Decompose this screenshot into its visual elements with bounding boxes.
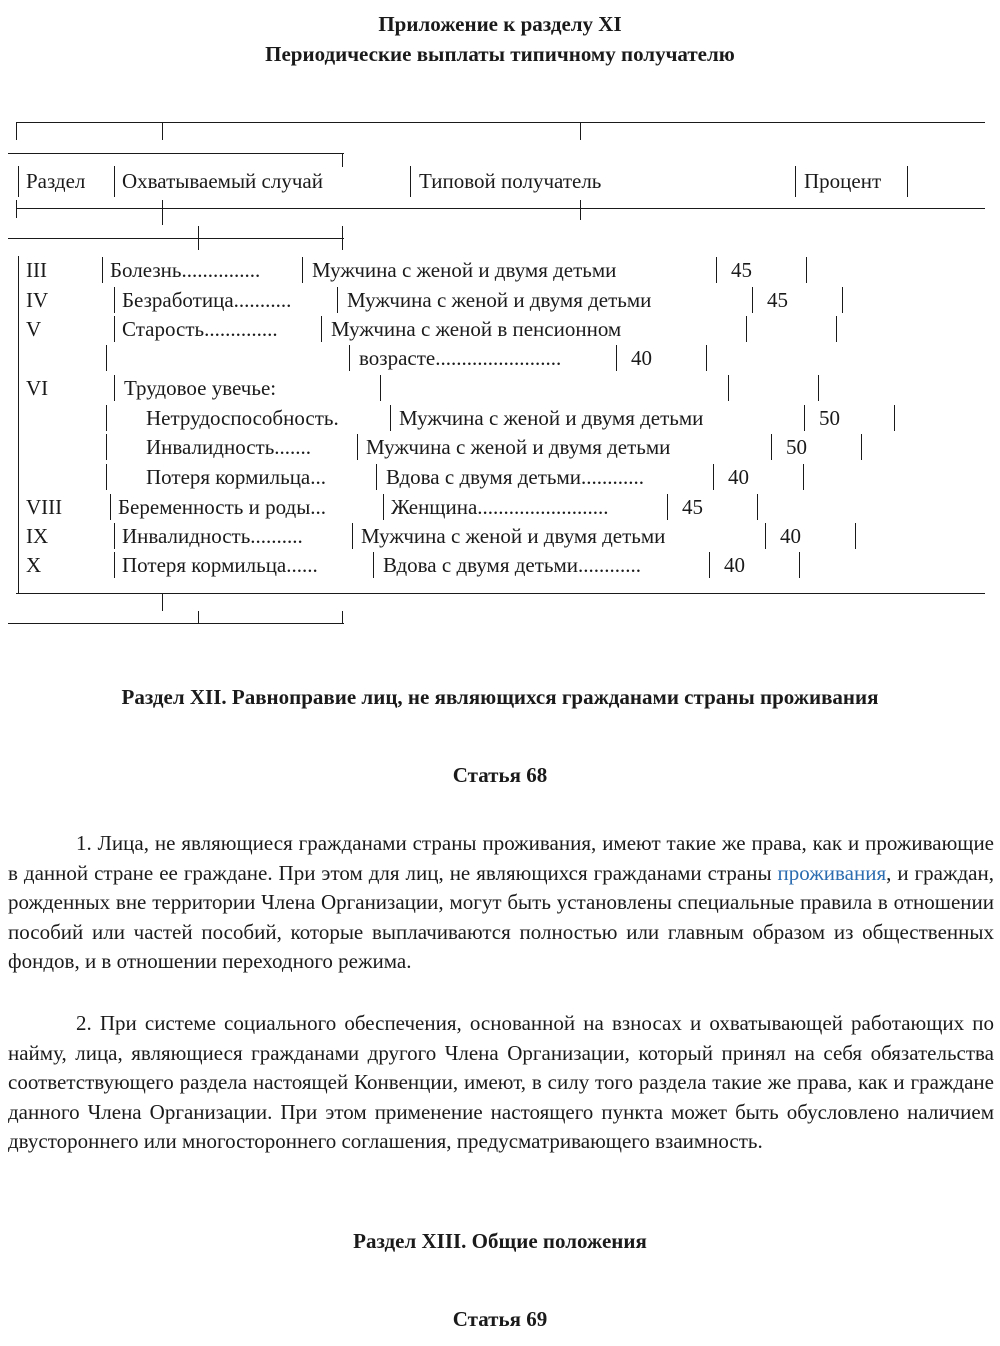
table-border-line xyxy=(114,552,115,578)
table-border-line xyxy=(349,345,350,371)
table-border-line xyxy=(162,200,163,225)
header-percent: Процент xyxy=(804,169,882,193)
table-cell-section: VI xyxy=(26,376,49,400)
table-cell-recipient: Мужчина с женой и двумя детьми xyxy=(312,258,617,282)
section-13-title: Раздел XIII. Общие положения xyxy=(353,1229,647,1253)
table-cell-case: Потеря кормильца... xyxy=(146,465,327,489)
table-border-line xyxy=(8,238,344,239)
table-cell-percent: 45 xyxy=(767,288,788,312)
table-border-line xyxy=(836,316,837,342)
table-border-line xyxy=(321,316,322,342)
table-border-line xyxy=(352,523,353,549)
table-cell-case: Старость.............. xyxy=(122,317,278,341)
table-border-line xyxy=(198,226,199,250)
table-border-line xyxy=(342,153,343,167)
table-border-line xyxy=(114,166,115,197)
table-cell-percent: 40 xyxy=(780,524,801,548)
table-border-line xyxy=(706,345,707,371)
table-cell-section: III xyxy=(26,258,47,282)
table-cell-percent: 50 xyxy=(786,435,807,459)
table-cell-case: Трудовое увечье: xyxy=(124,376,277,400)
table-border-line xyxy=(667,494,668,520)
appendix-title: Приложение к разделу XI xyxy=(378,12,622,36)
table-border-line xyxy=(757,494,758,520)
table-cell-recipient: Мужчина с женой и двумя детьми xyxy=(361,524,666,548)
table-cell-recipient: Женщина......................... xyxy=(391,495,609,519)
article-68-title: Статья 68 xyxy=(452,763,548,787)
table-cell-case: Потеря кормильца...... xyxy=(122,553,318,577)
table-border-line xyxy=(580,200,581,220)
table-cell-case: Беременность и роды... xyxy=(118,495,327,519)
table-border-line xyxy=(818,375,819,401)
table-cell-section: V xyxy=(26,317,42,341)
header-section: Раздел xyxy=(26,169,86,193)
table-border-line xyxy=(8,153,344,154)
table-cell-percent: 40 xyxy=(631,346,652,370)
table-border-line xyxy=(8,623,344,624)
table-cell-percent: 50 xyxy=(819,406,840,430)
table-border-line xyxy=(198,611,199,624)
table-border-line xyxy=(765,523,766,549)
table-border-line xyxy=(390,405,391,431)
table-border-line xyxy=(110,494,111,520)
table-cell-recipient: Мужчина с женой в пенсионном xyxy=(331,317,622,341)
table-cell-section: IV xyxy=(26,288,49,312)
table-border-line xyxy=(114,523,115,549)
table-border-line xyxy=(102,257,103,283)
table-border-line xyxy=(373,552,374,578)
header-recipient: Типовой получатель xyxy=(419,169,602,193)
table-border-line xyxy=(616,345,617,371)
paragraph-text: 1. Лица, не являющиеся гражданами страны проживания, имеют такие же права, как и проживающие в данной стране ее граждане. При этом для лиц, не являющихся гражданами страны xyxy=(8,831,994,885)
table-border-line xyxy=(713,464,714,490)
table-cell-case: Нетрудоспособность. xyxy=(146,406,339,430)
table-border-line xyxy=(716,257,717,283)
table-cell-recipient: Вдова с двумя детьми............ xyxy=(386,465,645,489)
table-border-line xyxy=(106,434,107,460)
table-border-line xyxy=(855,523,856,549)
table-border-line xyxy=(114,287,115,313)
table-border-line xyxy=(342,226,343,250)
table-cell-percent: 40 xyxy=(724,553,745,577)
table-cell-recipient-cont: возрасте........................ xyxy=(359,346,562,370)
table-border-line xyxy=(709,552,710,578)
table-border-line xyxy=(380,375,381,401)
paragraph-text: , и граждан, рожденных вне территории Члена Организации, могут быть установлены специальные правила в отношении пособий или частей пособий, которые выплачиваются полностью или главным образом из общественных фондов, и в отношении переходного режима. xyxy=(8,860,994,974)
table-border-line xyxy=(376,464,377,490)
table-cell-percent: 45 xyxy=(682,495,703,519)
table-border-line xyxy=(907,166,908,197)
table-border-line xyxy=(728,375,729,401)
table-border-line xyxy=(357,434,358,460)
table-cell-case: Инвалидность.......... xyxy=(122,524,303,548)
table-border-line xyxy=(106,345,107,371)
article-68-paragraph-2: 2. При системе социального обеспечения, основанной на взносах и охватывающей работающих по найму, лица, являющиеся гражданами другого Члена Организации, который принял на себя обязательства соответствующего раздела настоящей Конвенции, имеют, в силу того раздела такие же права, как и граждане данного Члена Организации. При этом применение настоящего пункта может быть обусловлено наличием двустороннего или многостороннего соглашения, предусматривающего взаимность. xyxy=(8,1011,994,1154)
table-border-line xyxy=(806,257,807,283)
appendix-subtitle: Периодические выплаты типичному получателю xyxy=(265,42,735,66)
table-cell-section: IX xyxy=(26,524,49,548)
table-border-line xyxy=(804,405,805,431)
table-cell-percent: 40 xyxy=(728,465,749,489)
table-border-line xyxy=(771,434,772,460)
table-border-line xyxy=(803,464,804,490)
table-border-line xyxy=(799,552,800,578)
table-border-line xyxy=(114,316,115,342)
table-border-line xyxy=(16,122,17,140)
table-border-line xyxy=(752,287,753,313)
table-border-line xyxy=(842,287,843,313)
article-69-title: Статья 69 xyxy=(452,1307,548,1331)
table-border-line xyxy=(162,122,163,140)
table-border-line xyxy=(106,464,107,490)
table-border-line xyxy=(861,434,862,460)
table-cell-section: VIII xyxy=(26,495,63,519)
table-cell-percent: 45 xyxy=(731,258,752,282)
table-border-line xyxy=(162,593,163,611)
table-border-line xyxy=(795,166,796,197)
table-border-line xyxy=(106,405,107,431)
table-cell-case: Безработица........... xyxy=(122,288,292,312)
table-border-line xyxy=(18,256,19,593)
header-case: Охватываемый случай xyxy=(122,169,323,193)
table-cell-case: Болезнь............... xyxy=(110,258,261,282)
table-border-line xyxy=(337,287,338,313)
table-border-line xyxy=(746,316,747,342)
table-cell-section: X xyxy=(26,553,42,577)
residence-link[interactable]: проживания xyxy=(777,860,887,885)
article-68-paragraph-1 xyxy=(8,829,994,977)
table-border-line xyxy=(16,200,17,218)
table-border-line xyxy=(342,611,343,624)
section-12-title: Раздел XII. Равноправие лиц, не являющихся гражданами страны проживания xyxy=(121,685,879,709)
table-border-line xyxy=(302,257,303,283)
table-border-line xyxy=(18,166,19,197)
table-border-line xyxy=(580,122,581,140)
table-cell-case: Инвалидность....... xyxy=(146,435,312,459)
table-cell-recipient: Мужчина с женой и двумя детьми xyxy=(347,288,652,312)
table-border-line xyxy=(410,166,411,197)
table-border-line xyxy=(114,375,115,401)
table-border-line xyxy=(894,405,895,431)
table-cell-recipient: Мужчина с женой и двумя детьми xyxy=(366,435,671,459)
table-cell-recipient: Мужчина с женой и двумя детьми xyxy=(399,406,704,430)
table-border-line xyxy=(383,494,384,520)
table-cell-recipient: Вдова с двумя детьми............ xyxy=(383,553,642,577)
